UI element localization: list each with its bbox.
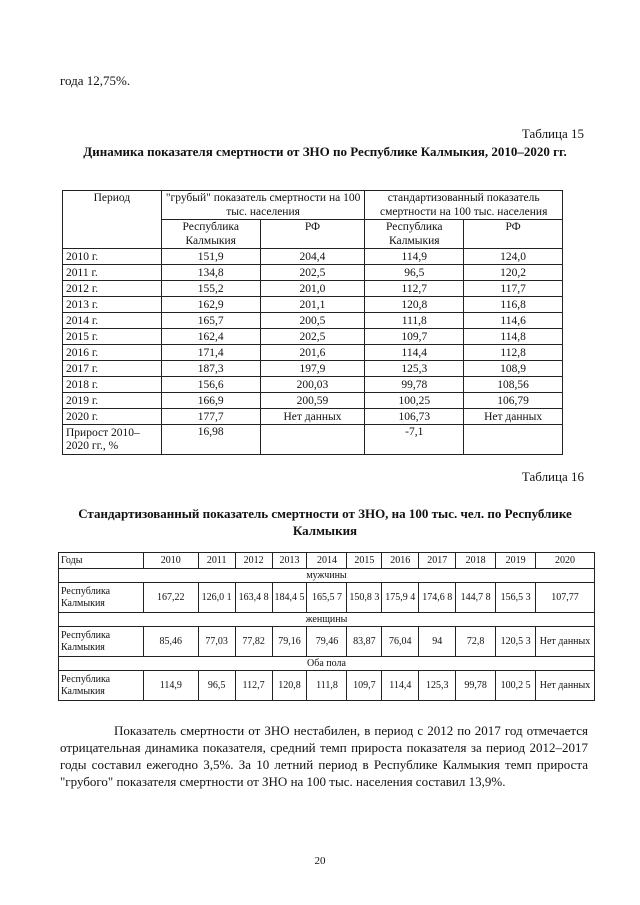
std-rk-cell: 112,7 xyxy=(365,281,464,297)
table15-row xyxy=(63,313,563,329)
period-cell: 2012 г. xyxy=(63,281,162,297)
header-period: Период xyxy=(63,191,162,249)
value-cell: 111,8 xyxy=(307,671,347,701)
value-cell: 174,6 8 xyxy=(419,583,456,613)
crude-rf-cell: 200,59 xyxy=(260,393,365,409)
std-rf-cell: 114,8 xyxy=(464,329,563,345)
table15-title: Динамика показателя смертности от ЗНО по Республике Калмыкия, 2010–2020 гг. xyxy=(83,144,567,159)
std-rf-cell: 117,7 xyxy=(464,281,563,297)
table15-row xyxy=(63,345,563,361)
period-cell: 2017 г. xyxy=(63,361,162,377)
table15-row xyxy=(63,329,563,345)
std-rk-cell: 109,7 xyxy=(365,329,464,345)
table16-section-row xyxy=(59,613,595,627)
value-cell: 83,87 xyxy=(347,627,382,657)
period-cell: 2018 г. xyxy=(63,377,162,393)
crude-rk-cell: 162,4 xyxy=(161,329,260,345)
table15-row xyxy=(63,409,563,425)
crude-rf-cell: 204,4 xyxy=(260,249,365,265)
value-cell: 126,0 1 xyxy=(198,583,235,613)
crude-rf-cell: Нет данных xyxy=(260,409,365,425)
crude-rf-cell: 197,9 xyxy=(260,361,365,377)
header-year: 2020 xyxy=(536,553,595,569)
value-cell: 99,78 xyxy=(456,671,496,701)
crude-rf-cell: 201,6 xyxy=(260,345,365,361)
value-cell: 85,46 xyxy=(143,627,198,657)
period-cell: 2010 г. xyxy=(63,249,162,265)
table16-section-row xyxy=(59,657,595,671)
subheader-std-rf: РФ xyxy=(464,220,563,249)
crude-rf-cell: 200,5 xyxy=(260,313,365,329)
std-rf-cell: 112,8 xyxy=(464,345,563,361)
growth-label: Прирост 2010–2020 гг., % xyxy=(63,425,162,455)
table15-row xyxy=(63,377,563,393)
subheader-crude-rf: РФ xyxy=(260,220,365,249)
table16-data-row xyxy=(59,627,595,657)
crude-rk-cell: 171,4 xyxy=(161,345,260,361)
table15-caption: Таблица 15 xyxy=(521,126,584,141)
std-rf-cell: 106,79 xyxy=(464,393,563,409)
value-cell: 76,04 xyxy=(382,627,419,657)
period-cell: 2016 г. xyxy=(63,345,162,361)
body-paragraph xyxy=(60,722,588,790)
std-rf-cell: 108,9 xyxy=(464,361,563,377)
value-cell: 167,22 xyxy=(143,583,198,613)
value-cell: 175,9 4 xyxy=(382,583,419,613)
std-rk-cell: 96,5 xyxy=(365,265,464,281)
crude-rk-cell: 166,9 xyxy=(161,393,260,409)
value-cell: 120,5 3 xyxy=(496,627,536,657)
row-label: Республика Калмыкия xyxy=(59,627,144,657)
crude-rf-cell: 201,0 xyxy=(260,281,365,297)
value-cell: Нет данных xyxy=(536,671,595,701)
value-cell: 96,5 xyxy=(198,671,235,701)
value-cell: 125,3 xyxy=(419,671,456,701)
crude-rk-cell: 156,6 xyxy=(161,377,260,393)
crude-rk-cell: 151,9 xyxy=(161,249,260,265)
value-cell: 184,4 5 xyxy=(272,583,307,613)
value-cell: 120,8 xyxy=(272,671,307,701)
header-year: 2018 xyxy=(456,553,496,569)
value-cell: 144,7 8 xyxy=(456,583,496,613)
header-year: 2012 xyxy=(235,553,272,569)
value-cell: 112,7 xyxy=(235,671,272,701)
section-label: женщины xyxy=(59,613,595,627)
table15-row xyxy=(63,249,563,265)
value-cell: 77,03 xyxy=(198,627,235,657)
period-cell: 2019 г. xyxy=(63,393,162,409)
header-crude: "грубый" показатель смертности на 100 тыс. населения xyxy=(161,191,365,220)
header-year: 2011 xyxy=(198,553,235,569)
crude-rf-cell: 200,03 xyxy=(260,377,365,393)
crude-rk-cell: 187,3 xyxy=(161,361,260,377)
header-year: 2019 xyxy=(496,553,536,569)
period-cell: 2015 г. xyxy=(63,329,162,345)
table15-row xyxy=(63,393,563,409)
value-cell: Нет данных xyxy=(536,627,595,657)
std-rf-cell: 120,2 xyxy=(464,265,563,281)
crude-rk-cell: 162,9 xyxy=(161,297,260,313)
header-year: 2013 xyxy=(272,553,307,569)
table16-caption: Таблица 16 xyxy=(521,469,584,484)
subheader-crude-rk: Республика Калмыкия xyxy=(161,220,260,249)
std-rf-cell: 116,8 xyxy=(464,297,563,313)
growth-std-rk: -7,1 xyxy=(365,425,464,455)
header-std: стандартизованный показатель смертности на 100 тыс. населения xyxy=(365,191,563,220)
std-rf-cell: Нет данных xyxy=(464,409,563,425)
value-cell: 72,8 xyxy=(456,627,496,657)
crude-rk-cell: 165,7 xyxy=(161,313,260,329)
value-cell: 94 xyxy=(419,627,456,657)
table15 xyxy=(62,190,563,455)
crude-rk-cell: 155,2 xyxy=(161,281,260,297)
header-year: 2016 xyxy=(382,553,419,569)
value-cell: 109,7 xyxy=(347,671,382,701)
growth-crude-rf xyxy=(260,425,365,455)
value-cell: 100,2 5 xyxy=(496,671,536,701)
value-cell: 79,46 xyxy=(307,627,347,657)
crude-rf-cell: 202,5 xyxy=(260,329,365,345)
header-year: 2014 xyxy=(307,553,347,569)
std-rk-cell: 120,8 xyxy=(365,297,464,313)
crude-rk-cell: 177,7 xyxy=(161,409,260,425)
period-cell: 2013 г. xyxy=(63,297,162,313)
table16 xyxy=(58,552,595,701)
value-cell: 79,16 xyxy=(272,627,307,657)
body-paragraph-text: Показатель смертности от ЗНО нестабилен, в период с 2012 по 2017 год отмечается отрицательная динамика показателя, средний темп прироста показателя за период 2012–2017 годы составил ежегодно 3,5%. За 10 летний период в Республике Калмыкия темп прироста "грубого" показателя смертности от ЗНО на 100 тыс. населения составил 13,9%. xyxy=(60,723,588,789)
std-rk-cell: 99,78 xyxy=(365,377,464,393)
header-year: 2015 xyxy=(347,553,382,569)
value-cell: 156,5 3 xyxy=(496,583,536,613)
value-cell: 165,5 7 xyxy=(307,583,347,613)
value-cell: 77,82 xyxy=(235,627,272,657)
header-year: 2017 xyxy=(419,553,456,569)
table16-section-row xyxy=(59,569,595,583)
value-cell: 114,4 xyxy=(382,671,419,701)
table16-data-row xyxy=(59,671,595,701)
std-rk-cell: 114,9 xyxy=(365,249,464,265)
period-cell: 2014 г. xyxy=(63,313,162,329)
std-rk-cell: 114,4 xyxy=(365,345,464,361)
table15-row xyxy=(63,265,563,281)
table15-row xyxy=(63,361,563,377)
section-label: Оба пола xyxy=(59,657,595,671)
table15-row xyxy=(63,281,563,297)
value-cell: 150,8 3 xyxy=(347,583,382,613)
crude-rf-cell: 202,5 xyxy=(260,265,365,281)
section-label: мужчины xyxy=(59,569,595,583)
table16-data-row xyxy=(59,583,595,613)
intro-text: года 12,75%. xyxy=(60,73,131,88)
growth-std-rf xyxy=(464,425,563,455)
std-rk-cell: 111,8 xyxy=(365,313,464,329)
value-cell: 107,77 xyxy=(536,583,595,613)
period-cell: 2020 г. xyxy=(63,409,162,425)
table16-header-row xyxy=(59,553,595,569)
crude-rf-cell: 201,1 xyxy=(260,297,365,313)
std-rk-cell: 100,25 xyxy=(365,393,464,409)
std-rk-cell: 125,3 xyxy=(365,361,464,377)
header-years-label: Годы xyxy=(59,553,144,569)
row-label: Республика Калмыкия xyxy=(59,583,144,613)
page-number: 20 xyxy=(314,855,326,867)
std-rf-cell: 114,6 xyxy=(464,313,563,329)
table15-row xyxy=(63,297,563,313)
value-cell: 114,9 xyxy=(143,671,198,701)
std-rk-cell: 106,73 xyxy=(365,409,464,425)
crude-rk-cell: 134,8 xyxy=(161,265,260,281)
row-label: Республика Калмыкия xyxy=(59,671,144,701)
table16-title: Стандартизованный показатель смертности от ЗНО, на 100 тыс. чел. по Республике Калмыкия xyxy=(78,506,572,538)
growth-crude-rk: 16,98 xyxy=(161,425,260,455)
value-cell: 163,4 8 xyxy=(235,583,272,613)
std-rf-cell: 124,0 xyxy=(464,249,563,265)
header-year: 2010 xyxy=(143,553,198,569)
std-rf-cell: 108,56 xyxy=(464,377,563,393)
subheader-std-rk: Республика Калмыкия xyxy=(365,220,464,249)
period-cell: 2011 г. xyxy=(63,265,162,281)
